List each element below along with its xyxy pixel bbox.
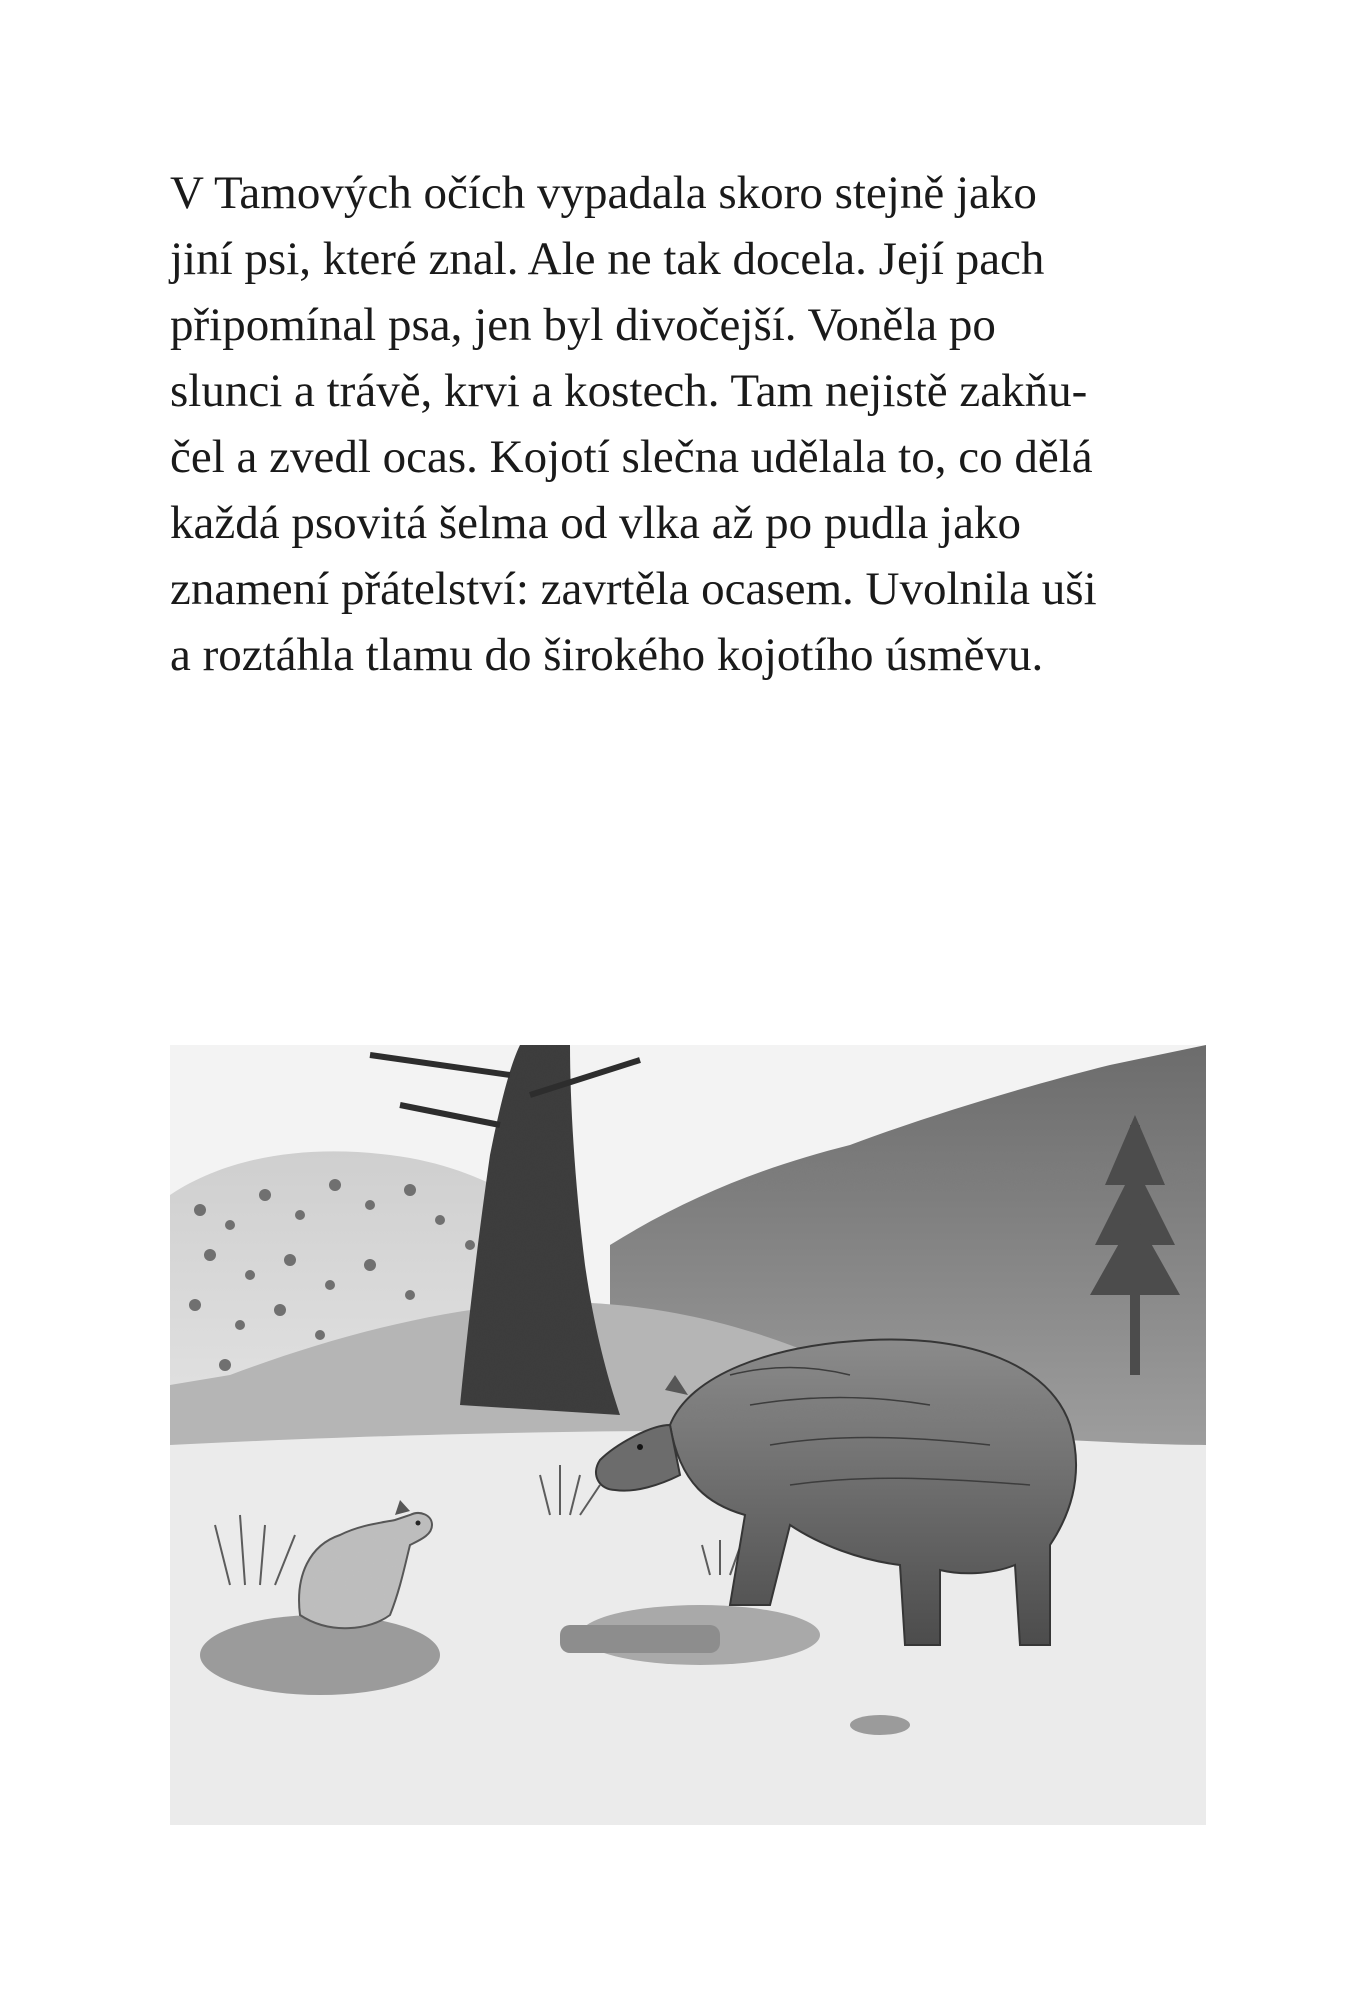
paragraph-line: V Tamových očích vypadala skoro stejně jako <box>170 167 1037 219</box>
paragraph-line: znamení přátelství: zavrtěla ocasem. Uvolnila uši <box>170 563 1097 615</box>
paragraph-line: a roztáhla tlamu do širokého kojotího úsměvu. <box>170 629 1044 681</box>
paragraph-line: čel a zvedl ocas. Kojotí slečna udělala to, co dělá <box>170 431 1093 483</box>
paragraph-line: slunci a trávě, krvi a kostech. Tam nejistě zakňu- <box>170 365 1088 417</box>
paragraph-line: jiní psi, které znal. Ale ne tak docela. Její pach <box>170 233 1045 285</box>
bear-and-dog-illustration <box>170 1045 1206 1825</box>
body-paragraph <box>170 160 1230 688</box>
paragraph-line: připomínal psa, jen byl divočejší. Voněla po <box>170 299 996 351</box>
paragraph-line: každá psovitá šelma od vlka až po pudla jako <box>170 497 1021 549</box>
pencil-drawing <box>170 1045 1206 1825</box>
grain-overlay <box>170 1045 1206 1825</box>
